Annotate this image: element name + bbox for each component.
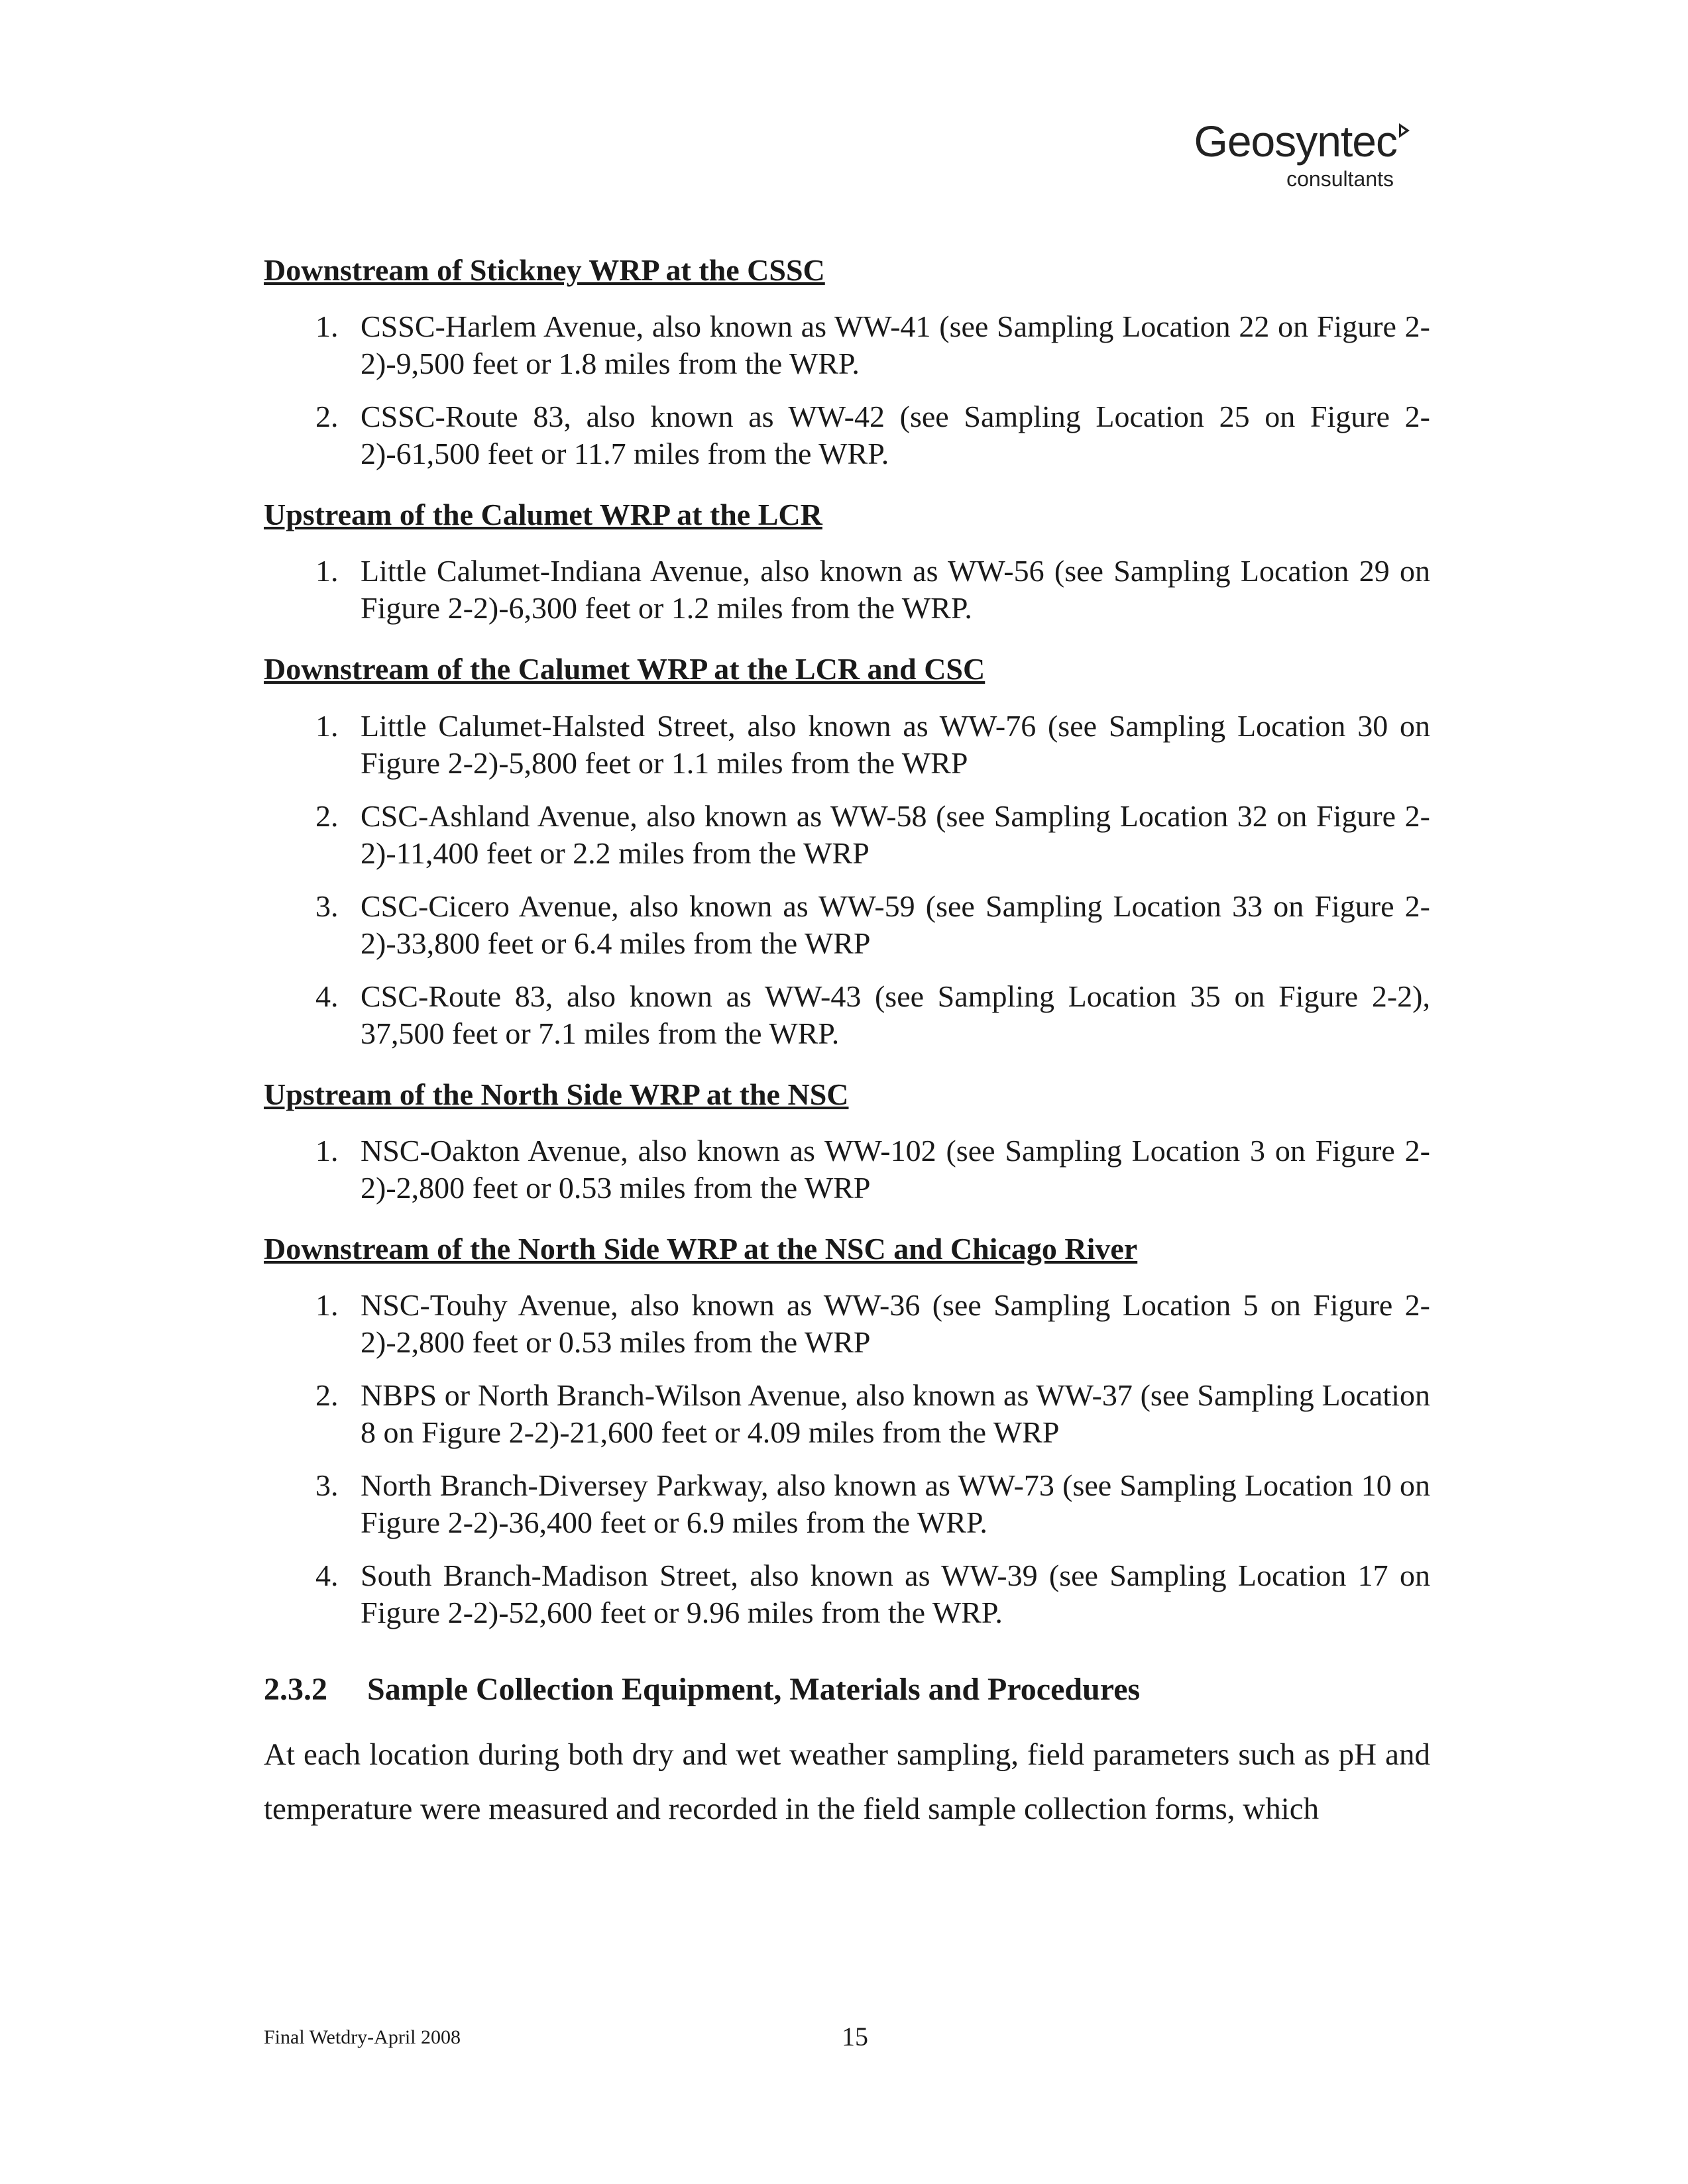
item-number: 2. — [315, 400, 339, 434]
list-item — [264, 708, 1430, 782]
list-item — [264, 1287, 1430, 1361]
item-text: CSSC-Route 83, also known as WW-42 (see Sampling Location 25 on Figure 2-2)-61,500 feet or 11.7 miles from the WRP. — [361, 400, 1430, 471]
item-number: 1. — [315, 554, 339, 588]
item-text: CSSC-Harlem Avenue, also known as WW-41 (see Sampling Location 22 on Figure 2-2)-9,500 feet or 1.8 miles from the WRP. — [361, 309, 1430, 381]
section-title-text: Sample Collection Equipment, Materials and Procedures — [367, 1671, 1141, 1707]
section-heading: Upstream of the North Side WRP at the NSC — [264, 1077, 849, 1111]
item-text: South Branch-Madison Street, also known as WW-39 (see Sampling Location 17 on Figure 2-2)-52,600 feet or 9.96 miles from the WRP. — [361, 1558, 1430, 1629]
list-item — [264, 553, 1430, 627]
list-item — [264, 1467, 1430, 1541]
location-list — [264, 1287, 1430, 1631]
item-text: Little Calumet-Halsted Street, also known as WW-76 (see Sampling Location 30 on Figure 2-2)-5,800 feet or 1.1 miles from the WRP — [361, 708, 1430, 780]
item-text: North Branch-Diversey Parkway, also known as WW-73 (see Sampling Location 10 on Figure 2-2)-36,400 feet or 6.9 miles from the WRP. — [361, 1468, 1430, 1539]
list-item — [264, 1377, 1430, 1451]
item-text: NBPS or North Branch-Wilson Avenue, also known as WW-37 (see Sampling Location 8 on Figure 2-2)-21,600 feet or 4.09 miles from the WRP — [361, 1378, 1430, 1449]
logo-subtitle: consultants — [1286, 167, 1394, 191]
list-item — [264, 978, 1430, 1052]
body-paragraph: At each location during both dry and wet weather sampling, field parameters such as pH and temperature were measured and recorded in the field sample collection forms, which — [264, 1737, 1430, 1826]
item-number: 3. — [315, 1468, 339, 1502]
logo-triangle-icon — [1399, 123, 1410, 138]
section-number: 2.3.2 — [264, 1671, 327, 1707]
list-item — [264, 308, 1430, 382]
section-title — [264, 1671, 1430, 1708]
location-list — [264, 708, 1430, 1052]
item-number: 4. — [315, 979, 339, 1013]
item-number: 3. — [315, 889, 339, 923]
list-item — [264, 798, 1430, 872]
company-logo — [1194, 119, 1410, 191]
item-number: 4. — [315, 1558, 339, 1592]
item-text: CSC-Route 83, also known as WW-43 (see Sampling Location 35 on Figure 2-2), 37,500 feet or 7.1 miles from the WRP. — [361, 979, 1430, 1050]
item-number: 1. — [315, 1287, 339, 1322]
item-text: NSC-Oakton Avenue, also known as WW-102 (see Sampling Location 3 on Figure 2-2)-2,800 feet or 0.53 miles from the WRP — [361, 1133, 1430, 1205]
section-heading: Downstream of the Calumet WRP at the LCR and CSC — [264, 652, 985, 686]
item-text: CSC-Ashland Avenue, also known as WW-58 (see Sampling Location 32 on Figure 2-2)-11,400 feet or 2.2 miles from the WRP — [361, 798, 1430, 870]
list-item — [264, 1557, 1430, 1631]
item-text: Little Calumet-Indiana Avenue, also known as WW-56 (see Sampling Location 29 on Figure 2-2)-6,300 feet or 1.2 miles from the WRP. — [361, 554, 1430, 626]
section-heading: Downstream of Stickney WRP at the CSSC — [264, 253, 825, 287]
item-text: NSC-Touhy Avenue, also known as WW-36 (see Sampling Location 5 on Figure 2-2)-2,800 feet or 0.53 miles from the WRP — [361, 1287, 1430, 1359]
location-list — [264, 553, 1430, 627]
section-heading: Upstream of the Calumet WRP at the LCR — [264, 498, 822, 532]
item-number: 1. — [315, 1133, 339, 1168]
item-number: 1. — [315, 309, 339, 344]
footer-document-label: Final Wetdry-April 2008 — [264, 2026, 461, 2048]
list-item — [264, 888, 1430, 962]
location-list — [264, 1132, 1430, 1207]
logo-brand: Geosyntec — [1194, 117, 1397, 166]
section-heading: Downstream of the North Side WRP at the NSC and Chicago River — [264, 1231, 1138, 1266]
item-text: CSC-Cicero Avenue, also known as WW-59 (see Sampling Location 33 on Figure 2-2)-33,800 feet or 6.4 miles from the WRP — [361, 889, 1430, 960]
item-number: 2. — [315, 798, 339, 833]
list-item — [264, 1132, 1430, 1207]
list-item — [264, 398, 1430, 472]
document-body — [264, 252, 1430, 1836]
page-number: 15 — [842, 2022, 868, 2051]
item-number: 2. — [315, 1378, 339, 1412]
item-number: 1. — [315, 708, 339, 743]
location-list — [264, 308, 1430, 472]
